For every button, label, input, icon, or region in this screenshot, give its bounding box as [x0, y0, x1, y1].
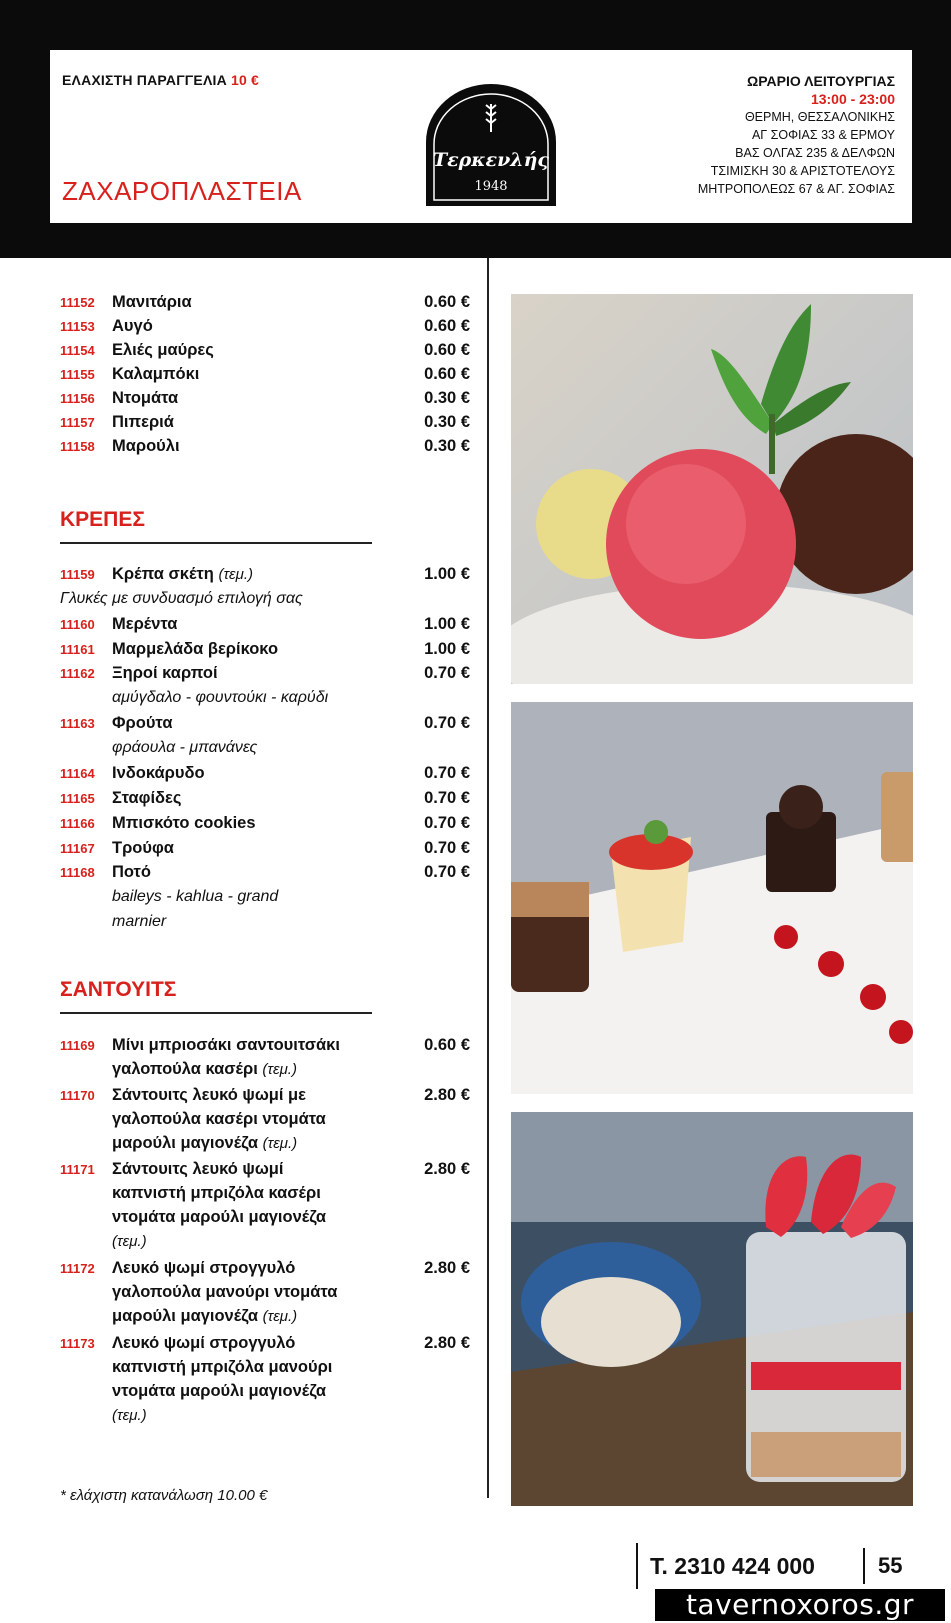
item-name: Ποτό: [112, 863, 151, 881]
photo-strawberry-dessert: [511, 1112, 913, 1506]
item-code: 11161: [60, 642, 95, 657]
item-line: καπνιστή μπριζόλα κασέρι: [112, 1184, 321, 1202]
watermark: tavernoxoros.gr: [655, 1589, 945, 1621]
item-code: 11170: [60, 1088, 95, 1103]
item-description: marnier: [112, 913, 167, 930]
column-divider: [487, 258, 489, 1498]
item-name: Ξηροί καρποί: [112, 664, 218, 682]
item-name: Ινδοκάρυδο: [112, 764, 205, 782]
item-name: Καλαμπόκι: [112, 365, 200, 383]
item-price: 2.80 €: [424, 1160, 470, 1178]
item-code: 11166: [60, 816, 95, 831]
item-price: 2.80 €: [424, 1086, 470, 1104]
item-line: Λευκό ψωμί στρογγυλό: [112, 1334, 296, 1352]
item-unit: (τεμ.): [218, 566, 254, 583]
item-name: Ντομάτα: [112, 389, 179, 407]
item-code: 11154: [60, 343, 95, 358]
item-code: 11156: [60, 391, 95, 406]
item-price: 0.70 €: [424, 863, 470, 881]
item-price: 0.30 €: [424, 389, 470, 407]
item-name: Μανιτάρια: [112, 293, 192, 311]
item-unit: (τεμ.): [112, 1233, 147, 1250]
item-code: 11172: [60, 1261, 95, 1276]
item-price: 0.70 €: [424, 814, 470, 832]
item-code: 11171: [60, 1162, 95, 1177]
min-order-amount: 10 €: [231, 72, 260, 88]
item-name-text: Κρέπα σκέτη: [112, 565, 214, 583]
footer-phone: T. 2310 424 000: [650, 1553, 815, 1579]
item-line: γαλοπούλα μανούρι ντομάτα: [112, 1283, 338, 1301]
item-code: 11165: [60, 791, 95, 806]
logo-year: 1948: [474, 179, 508, 194]
item-price: 0.60 €: [424, 317, 470, 335]
page-number: 55: [878, 1553, 903, 1578]
item-line: μαρούλι μαγιονέζα: [112, 1134, 258, 1152]
item-price: 1.00 €: [424, 615, 470, 633]
item-code: 11157: [60, 415, 95, 430]
item-price: 0.70 €: [424, 664, 470, 682]
item-price: 0.60 €: [424, 1036, 470, 1054]
item-name: Αυγό: [112, 317, 153, 335]
item-price: 2.80 €: [424, 1334, 470, 1352]
item-line: γαλοπούλα κασέρι ντομάτα: [112, 1110, 326, 1128]
category-title: ΖΑΧΑΡΟΠΛΑΣΤΕΙΑ: [62, 176, 302, 206]
item-price: 0.60 €: [424, 365, 470, 383]
item-description: baileys - kahlua - grand: [112, 888, 279, 905]
item-code: 11168: [60, 865, 95, 880]
item-code: 11162: [60, 666, 95, 681]
logo-name: Τερκενλής: [432, 149, 550, 171]
item-code: 11155: [60, 367, 95, 382]
item-code: 11160: [60, 617, 95, 632]
minimum-order: [62, 72, 259, 88]
item-name: Ελιές μαύρες: [112, 341, 214, 359]
crepes-subtitle: Γλυκές με συνδυασμό επιλογή σας: [60, 590, 303, 607]
footer-separator: [636, 1543, 638, 1589]
item-name: Μαρμελάδα βερίκοκο: [112, 640, 279, 658]
section-rule: [60, 1012, 372, 1014]
item-price: 0.70 €: [424, 789, 470, 807]
footnote: * ελάχιστη κατανάλωση 10.00 €: [60, 1487, 268, 1504]
section-heading-crepes: ΚΡΕΠΕΣ: [60, 508, 145, 531]
item-name: [112, 1157, 392, 1254]
item-name: Μπισκότο cookies: [112, 814, 256, 832]
item-code: 11167: [60, 841, 95, 856]
item-name: [112, 1331, 392, 1428]
item-name: Φρούτα: [112, 714, 173, 732]
item-line: Σάντουιτς λευκό ψωμί με: [112, 1086, 306, 1104]
terkenlis-logo: [422, 82, 560, 206]
location-line: ΜΗΤΡΟΠΟΛΕΩΣ 67 & ΑΓ. ΣΟΦΙΑΣ: [697, 182, 895, 196]
item-unit: (τεμ.): [262, 1308, 298, 1325]
item-description: αμύγδαλο - φουντούκι - καρύδι: [112, 689, 329, 706]
item-code: 11159: [60, 567, 95, 582]
item-name: Τρούφα: [112, 839, 174, 857]
item-code: 11153: [60, 319, 95, 334]
section-rule: [60, 542, 372, 544]
item-price: 0.70 €: [424, 839, 470, 857]
footer-separator: [863, 1548, 865, 1584]
item-price: 1.00 €: [424, 640, 470, 658]
item-name: [112, 1083, 392, 1156]
item-line: γαλοπούλα κασέρι: [112, 1060, 258, 1078]
item-name: Μαρούλι: [112, 437, 180, 455]
item-name: [112, 1033, 392, 1082]
item-code: 11163: [60, 716, 95, 731]
item-line: ντομάτα μαρούλι μαγιονέζα: [112, 1382, 327, 1400]
item-price: 0.30 €: [424, 413, 470, 431]
hours-time: 13:00 - 23:00: [810, 91, 895, 107]
item-code: 11173: [60, 1336, 95, 1351]
item-price: 0.70 €: [424, 714, 470, 732]
item-price: 2.80 €: [424, 1259, 470, 1277]
min-order-label: ΕΛΑΧΙΣΤΗ ΠΑΡΑΓΓΕΛΙΑ: [62, 72, 227, 88]
item-line: Λευκό ψωμί στρογγυλό: [112, 1259, 296, 1277]
opening-hours: [698, 72, 895, 198]
item-name: Πιπεριά: [112, 413, 174, 431]
section-heading-sandwiches: ΣΑΝΤΟΥΙΤΣ: [60, 978, 177, 1001]
location-line: ΒΑΣ ΟΛΓΑΣ 235 & ΔΕΛΦΩΝ: [735, 146, 895, 160]
item-line: καπνιστή μπριζόλα μανούρι: [112, 1358, 333, 1376]
item-unit: (τεμ.): [262, 1135, 298, 1152]
item-line: Σάντουιτς λευκό ψωμί: [112, 1160, 284, 1178]
photo-petit-fours: [511, 702, 913, 1094]
item-unit: (τεμ.): [262, 1061, 297, 1078]
item-name: [112, 562, 392, 587]
item-line: μαρούλι μαγιονέζα: [112, 1307, 258, 1325]
hours-title: ΩΡΑΡΙΟ ΛΕΙΤΟΥΡΓΙΑΣ: [747, 73, 895, 89]
item-name: Σταφίδες: [112, 789, 182, 807]
item-code: 11164: [60, 766, 95, 781]
item-code: 11169: [60, 1038, 95, 1053]
item-line: Μίνι μπριοσάκι σαντουιτσάκι: [112, 1036, 340, 1054]
item-price: 1.00 €: [424, 565, 470, 583]
item-price: 0.60 €: [424, 341, 470, 359]
item-price: 0.60 €: [424, 293, 470, 311]
location-line: ΘΕΡΜΗ, ΘΕΣΣΑΛΟΝΙΚΗΣ: [744, 110, 895, 124]
item-price: 0.30 €: [424, 437, 470, 455]
item-line: ντομάτα μαρούλι μαγιονέζα: [112, 1208, 327, 1226]
item-price: 0.70 €: [424, 764, 470, 782]
item-code: 11152: [60, 295, 95, 310]
location-line: ΤΣΙΜΙΣΚΗ 30 & ΑΡΙΣΤΟΤΕΛΟΥΣ: [710, 164, 895, 178]
item-unit: (τεμ.): [112, 1407, 147, 1424]
item-code: 11158: [60, 439, 95, 454]
photo-ice-cream: [511, 294, 913, 684]
item-description: φράουλα - μπανάνες: [112, 739, 258, 756]
item-name: Μερέντα: [112, 615, 178, 633]
item-name: [112, 1256, 392, 1329]
location-line: ΑΓ ΣΟΦΙΑΣ 33 & ΕΡΜΟΥ: [751, 128, 895, 142]
